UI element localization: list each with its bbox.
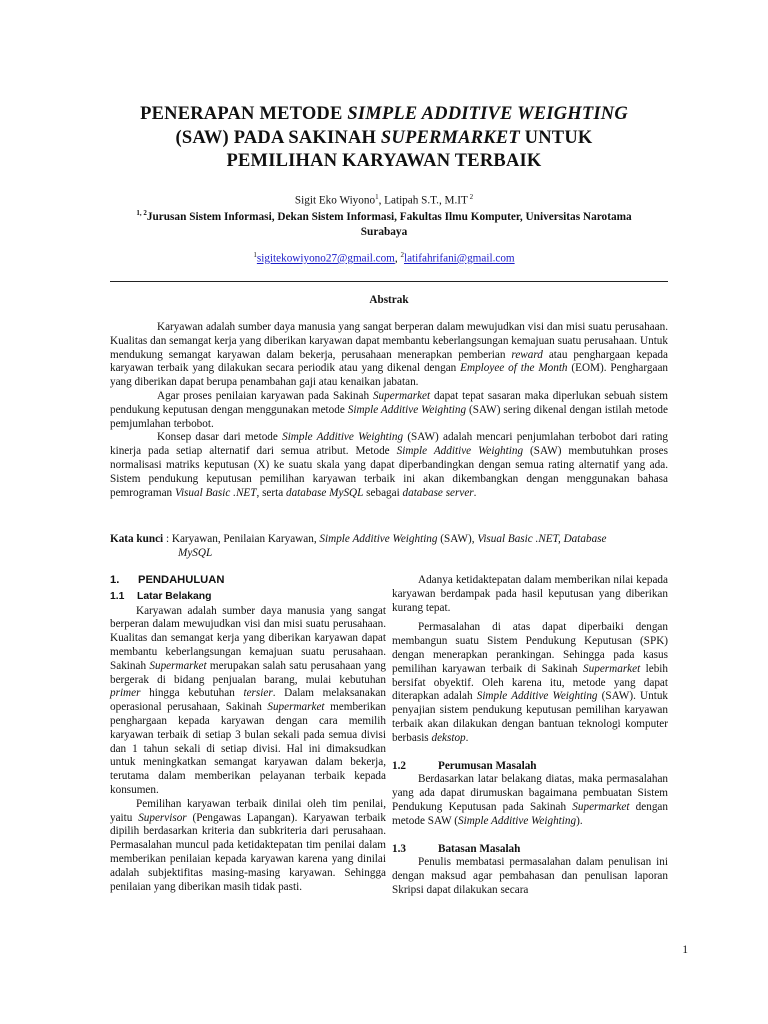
- paper-title: [80, 103, 688, 174]
- keywords: Kata kunci : Karyawan, Penilaian Karyawan, Simple Additive Weighting (SAW), Visual Basic .NET, Database MySQL: [110, 533, 680, 561]
- affiliation-line2: Surabaya: [360, 225, 408, 238]
- left-paragraph-1: Karyawan adalah sumber daya manusia yang sangat berperan dalam mewujudkan visi dan misi suatu perusahaan. Kualitas dan semangat kerja yang diberikan karyawan dapat membantu keberlangsungan kemajuan suatu perusahaan. Sakinah Supermarket merupakan salah satu perusahaan yang bergerak di bidang penjualan barang, mulai kebutuhan primer hingga kebutuhan tersier. Dalam melaksanakan operasional perusahaan, Sakinah Supermarket memberikan penghargaan kepada karyawan dengan cara memilih karyawan terbaik di setiap 3 bulan sekali pada semua divisi dan 1 tahun sekali di setiap divisi. Hal ini dimaksudkan untuk meningkatkan semangat karyawan dalam bekerja, terutama dalam memberikan pelayanan terbaik kepada konsumen.: [110, 604, 386, 796]
- title-line1-italic: SIMPLE ADDITIVE WEIGHTING: [347, 104, 628, 124]
- right-paragraph-2: Permasalahan di atas dapat diperbaiki dengan membangun suatu Sistem Pendukung Keputusan (SPK) dengan menerapkan perankingan. Sehingga pada kasus pemilihan karyawan terbaik di Sakinah Supermarket lebih bersifat obyektif. Oleh karena itu, metode yang dapat diterapkan adalah Simple Additive Weighting (SAW). Untuk penyajian sistem pendukung keputusan pemilihan karyawan terbaik akan dilakukan dengan bantuan teknologi komputer berbasis dekstop.: [392, 621, 669, 744]
- abstract-body: [110, 321, 668, 500]
- right-paragraph-3: Berdasarkan latar belakang diatas, maka permasalahan yang ada dapat dirumuskan bagaimana pembuatan Sistem Pendukung Keputusan pada Sakinah Supermarket dengan metode SAW (Simple Additive Weighting).: [392, 773, 668, 827]
- right-paragraph-4: Penulis membatasi permasalahan dalam penulisan ini dengan maksud agar pembahasan dan penulisan laporan Skripsi dapat dilakukan secara: [392, 856, 668, 896]
- title-line3: PEMILIHAN KARYAWAN TERBAIK: [226, 151, 542, 171]
- author-2-sup: 2: [467, 193, 474, 201]
- affiliation: [104, 206, 664, 240]
- keywords-label: Kata kunci: [110, 533, 164, 545]
- title-line2-text: (SAW) PADA SAKINAH: [175, 127, 381, 148]
- title-line2-italic: SUPERMARKET: [380, 127, 520, 148]
- abstract-paragraph-2: Agar proses penilaian karyawan pada Sakinah Supermarket dapat tepat sasaran maka diperlukan sebuah sistem pendukung keputusan dengan menggunakan metode Simple Additive Weighting (SAW) sering dikenal dengan istilah metode pemjumlahan terbobot.: [110, 389, 668, 430]
- email-1-sup: 1: [253, 251, 257, 259]
- abstract-paragraph-1: Karyawan adalah sumber daya manusia yang sangat berperan dalam mewujudkan visi dan misi suatu perusahaan. Kualitas dan semangat kerja yang diberikan karyawan dapat membantu keberlangsungan kemajuan suatu perusahaan. Untuk mendukung semangat karyawan dalam bekerja, perusahaan menerapkan pemberian reward atau penghargaan kepada karyawan terbaik yang dilakukan secara periodik atau yang dikenal dengan Employee of the Month (EOM). Penghargaan yang diberikan dapat berupa penambahan gaji atau kenaikan jabatan.: [110, 321, 668, 389]
- right-column: [392, 574, 668, 898]
- subsection-heading-batasan: 1.3 Batasan Masalah: [392, 842, 521, 855]
- author-1: Sigit Eko Wiyono: [294, 194, 376, 207]
- email-sep: ,: [394, 252, 401, 265]
- header-divider: [110, 281, 668, 282]
- right-paragraph-1: Adanya ketidaktepatan dalam memberikan nilai kepada karyawan berdampak pada hasil keputusan yang diberikan kurang tepat.: [392, 574, 668, 614]
- email-2-link[interactable]: latifahrifani@gmail.com: [403, 252, 515, 265]
- email-1-link[interactable]: sigitekowiyono27@gmail.com: [256, 252, 395, 265]
- author-sep: ,: [378, 194, 385, 207]
- abstract-heading: Abstrak: [369, 294, 409, 306]
- affiliation-sup: 1, 2: [136, 209, 147, 217]
- left-column: [110, 574, 386, 894]
- abstract-paragraph-3: Konsep dasar dari metode Simple Additive Weighting (SAW) adalah mencari penjumlahan terbobot dari rating kinerja pada setiap alternatif dari semua atribut. Metode Simple Additive Weighting (SAW) membutuhkan proses normalisasi matriks keputusan (X) ke suatu skala yang dapat diperbandingkan dengan semua rating alternatif yang ada. Sistem pendukung keputusan pemilihan karyawan terbaik ini akan dikembangkan dengan menggunakan bahasa pemrograman Visual Basic .NET, serta database MySQL sebagai database server.: [110, 431, 669, 499]
- subsection-heading-latar-belakang: 1.1 Latar Belakang: [110, 590, 212, 602]
- author-2: Latipah S.T., M.IT: [384, 194, 468, 207]
- title-line1-text: PENERAPAN METODE: [140, 104, 348, 124]
- section-heading-pendahuluan: 1. PENDAHULUAN: [110, 574, 225, 586]
- author-emails: [84, 248, 684, 267]
- left-paragraph-2: Pemilihan karyawan terbaik dinilai oleh tim penilai, yaitu Supervisor (Pengawas Lapangan). Karyawan terbaik dipilih berdasarkan kriteria dan subkriteria dari perusahaan. Permasalahan muncul pada ketidaktepatan tim penilai dalam memberikan penilaian kepada karyawan karena yang dinilai adalah subjektifitas masing-masing karyawan. Sehingga penilaian yang diberikan masih tidak pasti.: [110, 797, 387, 893]
- subsection-heading-perumusan: 1.2 Perumusan Masalah: [392, 759, 537, 772]
- keywords-line2: MySQL: [178, 546, 213, 559]
- title-line2-end: UNTUK: [519, 127, 593, 148]
- page-number: 1: [682, 944, 688, 956]
- email-2-sup: 2: [400, 251, 404, 259]
- author-1-sup: 1: [375, 193, 379, 201]
- affiliation-line1: Jurusan Sistem Informasi, Dekan Sistem Informasi, Fakultas Ilmu Komputer, Universitas Narotama: [146, 210, 632, 223]
